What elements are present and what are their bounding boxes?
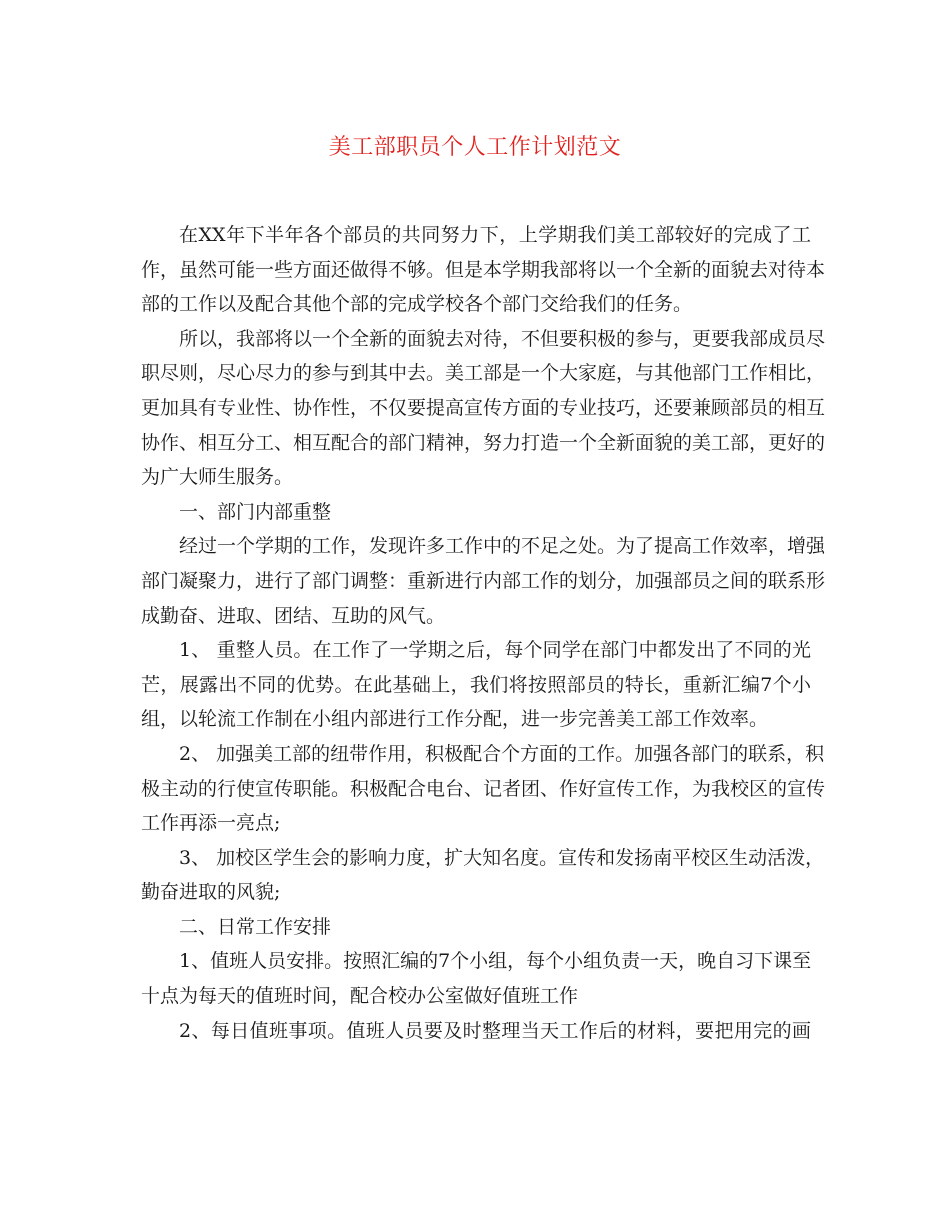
list-item-line: 勤奋进取的风貌; (141, 881, 281, 904)
document-title: 美工部职员个人工作计划范文 (328, 135, 622, 160)
paragraph-line: 更加具有专业性、协作性，不仅要提高宣传方面的专业技巧，还要兼顾部员的相互 (141, 396, 826, 419)
paragraph-line: 作，虽然可能一些方面还做得不够。但是本学期我部将以一个全新的面貌去对待本 (141, 258, 826, 281)
list-item-line: 芒，展露出不同的优势。在此基础上，我们将按照部员的特长，重新汇编7个小 (141, 673, 811, 696)
paragraph-line: 部的工作以及配合其他个部的完成学校各个部门交给我们的任务。 (141, 293, 693, 316)
paragraph-line: 经过一个学期的工作，发现许多工作中的不足之处。为了提高工作效率，增强 (179, 535, 826, 558)
paragraph-line: 为广大师生服务。 (141, 466, 294, 489)
paragraph-line: 所以，我部将以一个全新的面貌去对待，不但要积极的参与，更要我部成员尽 (179, 327, 826, 350)
list-item-line: 组，以轮流工作制在小组内部进行工作分配，进一步完善美工部工作效率。 (141, 708, 769, 731)
list-item-line: 极主动的行使宣传职能。积极配合电台、记者团、作好宣传工作，为我校区的宣传 (141, 777, 826, 800)
paragraph-line: 部门凝聚力，进行了部门调整：重新进行内部工作的划分，加强部员之间的联系形 (141, 569, 826, 592)
paragraph-line: 协作、相互分工、相互配合的部门精神，努力打造一个全新面貌的美工部，更好的 (141, 431, 826, 454)
list-item-line: 1、 重整人员。在工作了一学期之后，每个同学在部门中都发出了不同的光 (179, 639, 811, 662)
list-item-line: 3、 加校区学生会的影响力度，扩大知名度。宣传和发扬南平校区生动活泼， (179, 846, 825, 869)
list-item-line: 十点为每天的值班时间，配合校办公室做好值班工作 (141, 985, 579, 1008)
paragraph-line: 在XX年下半年各个部员的共同努力下，上学期我们美工部较好的完成了工 (179, 224, 811, 246)
list-item-line: 2、 加强美工部的纽带作用，积极配合个方面的工作。加强各部门的联系，积 (179, 742, 825, 765)
paragraph-line: 职尽则，尽心尽力的参与到其中去。美工部是一个大家庭，与其他部门工作相比， (141, 362, 826, 385)
section-heading: 二、日常工作安排 (179, 915, 332, 938)
list-item-line: 2、每日值班事项。值班人员要及时整理当天工作后的材料，要把用完的画 (179, 1019, 811, 1042)
section-heading: 一、部门内部重整 (179, 500, 332, 523)
list-item-line: 工作再添一亮点; (141, 812, 281, 835)
list-item-line: 1、值班人员安排。按照汇编的7个小组，每个小组负责一天，晚自习下课至 (179, 950, 812, 973)
paragraph-line: 成勤奋、进取、团结、互助的风气。 (141, 604, 446, 627)
document-body (141, 218, 826, 1048)
